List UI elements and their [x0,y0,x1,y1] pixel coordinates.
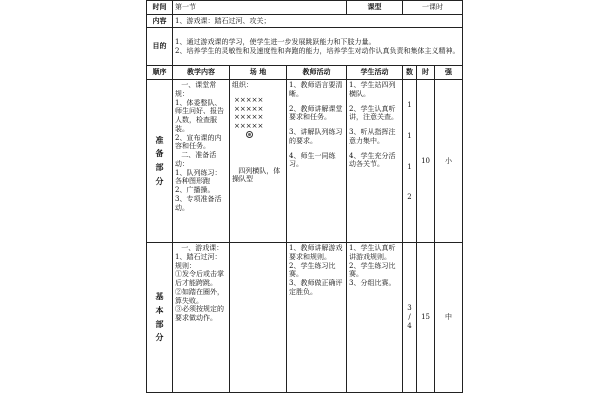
count-value: 3 [407,304,412,313]
main-intensity: 中 [435,243,463,393]
col-student: 学生活动 [347,66,403,80]
section-char: 部 [155,318,164,329]
field-label: 组织： [232,81,253,89]
goal-text [173,28,463,66]
student-line: 2、学生练习比赛。 [349,261,396,279]
formation-row: ××××× [234,113,264,122]
teacher-line: 2、学生练习比赛。 [289,261,336,279]
main-count [403,243,417,393]
field-note: 四列横队，体操队型 [232,166,281,184]
section-char: 备 [155,148,164,159]
lesson-plan-page [146,0,462,400]
student-line: 2、学生认真听讲，注意关查。 [349,104,399,122]
teacher-line: 2、教师讲解课堂要求和任务。 [289,104,343,122]
type-value: 一课时 [403,1,463,15]
content-line: 二、准备活动： [175,151,217,168]
section-char: 部 [155,162,164,172]
teacher-line: 1、教师语言要清晰。 [289,81,343,98]
content-value: 1、游戏课：踏石过河、攻关； [173,15,463,28]
content-line: 一、游戏课： [181,244,224,252]
goal-row [147,28,463,66]
main-field [230,243,287,393]
teacher-line: 4、师生一同练习。 [289,151,336,169]
col-field: 场 地 [230,66,287,80]
student-line: 4、学生充分活动各关节。 [349,151,396,169]
content-line: 1、队列练习：各种图形跑 [175,168,222,186]
count-value: 4 [407,321,412,330]
main-section-label [147,243,173,393]
main-time: 15 [417,243,435,393]
content-line: ①发令后或击掌后才能跨跳。 [175,270,224,287]
main-row [147,243,463,393]
prep-teacher [287,80,347,243]
teacher-line: 1、教师讲解游戏要求和规则。 [289,244,343,261]
content-line: 1、踏石过河： [175,252,222,261]
formation-row: ××××× [234,104,264,113]
col-content: 教学内容 [173,66,230,80]
content-line: 2、宣布课的内容和任务。 [175,133,222,151]
teacher-position-icon [246,131,253,138]
section-char: 分 [155,175,164,186]
content-line: 2、广播操。 [175,186,215,194]
goal-label: 目的 [147,28,173,66]
type-label: 课型 [347,1,403,15]
teacher-line: 3、教师做正确评定胜负。 [289,279,343,296]
content-line: ②如踏在圈外，算失败。 [175,287,224,305]
content-line: 1、体委整队、师生问好、报告人数，检查服装。 [175,98,224,133]
prep-content [173,80,230,243]
count-value: 1 [407,162,412,171]
content-line: 3、专项准备活动。 [175,194,222,212]
main-content [173,243,230,393]
content-line: 一、课堂常规： [175,81,217,98]
goal-line: 2、培养学生的灵敏性和及速度性和奔跑的能力，培养学生对动作认真负责和集体主义精神。 [175,46,460,55]
prep-count [403,80,417,243]
teacher-line: 3、讲解队列练习的要求。 [289,128,343,145]
content-row [147,15,463,28]
main-teacher [287,243,347,393]
formation-row: ××××× [234,95,264,104]
prep-section-label [147,80,173,243]
lesson-plan-table [146,0,463,393]
col-time: 时 [417,66,435,80]
count-value: 1 [407,101,412,109]
header-row [147,1,463,15]
count-value: 2 [407,193,412,202]
prep-time: 10 [417,80,435,243]
time-label: 时间 [147,1,173,15]
main-student [347,243,403,393]
student-line: 1、学生站四列横队。 [349,81,396,98]
prep-row [147,80,463,243]
section-char: 分 [155,332,164,343]
count-value: 1 [407,131,412,140]
goal-line: 1、通过游戏课的学习，使学生进一步发展跳跃能力和下肢力量。 [175,37,376,46]
student-line: 3、分组比赛。 [349,279,396,287]
content-line: 规则： [175,261,196,270]
col-order: 顺序 [147,66,173,80]
formation-diagram [232,96,284,141]
column-header-row [147,66,463,80]
student-line: 3、听从指挥注意力集中。 [349,128,396,145]
section-char: 本 [155,304,164,315]
student-line: 1、学生认真听讲游戏规则。 [349,244,396,261]
col-count: 数 [403,66,417,80]
col-intensity: 强 [435,66,463,80]
formation-row: ××××× [234,122,264,130]
col-teacher: 教师活动 [287,66,347,80]
prep-student [347,80,403,243]
count-value: / [408,313,411,322]
section-char: 准 [155,134,164,145]
prep-field [230,80,287,243]
section-char: 基 [155,291,164,302]
content-label: 内容 [147,15,173,28]
prep-intensity: 小 [435,80,463,243]
time-value: 第一节 [173,1,347,15]
content-line: ③必须按规定的要求做动作。 [175,305,224,322]
